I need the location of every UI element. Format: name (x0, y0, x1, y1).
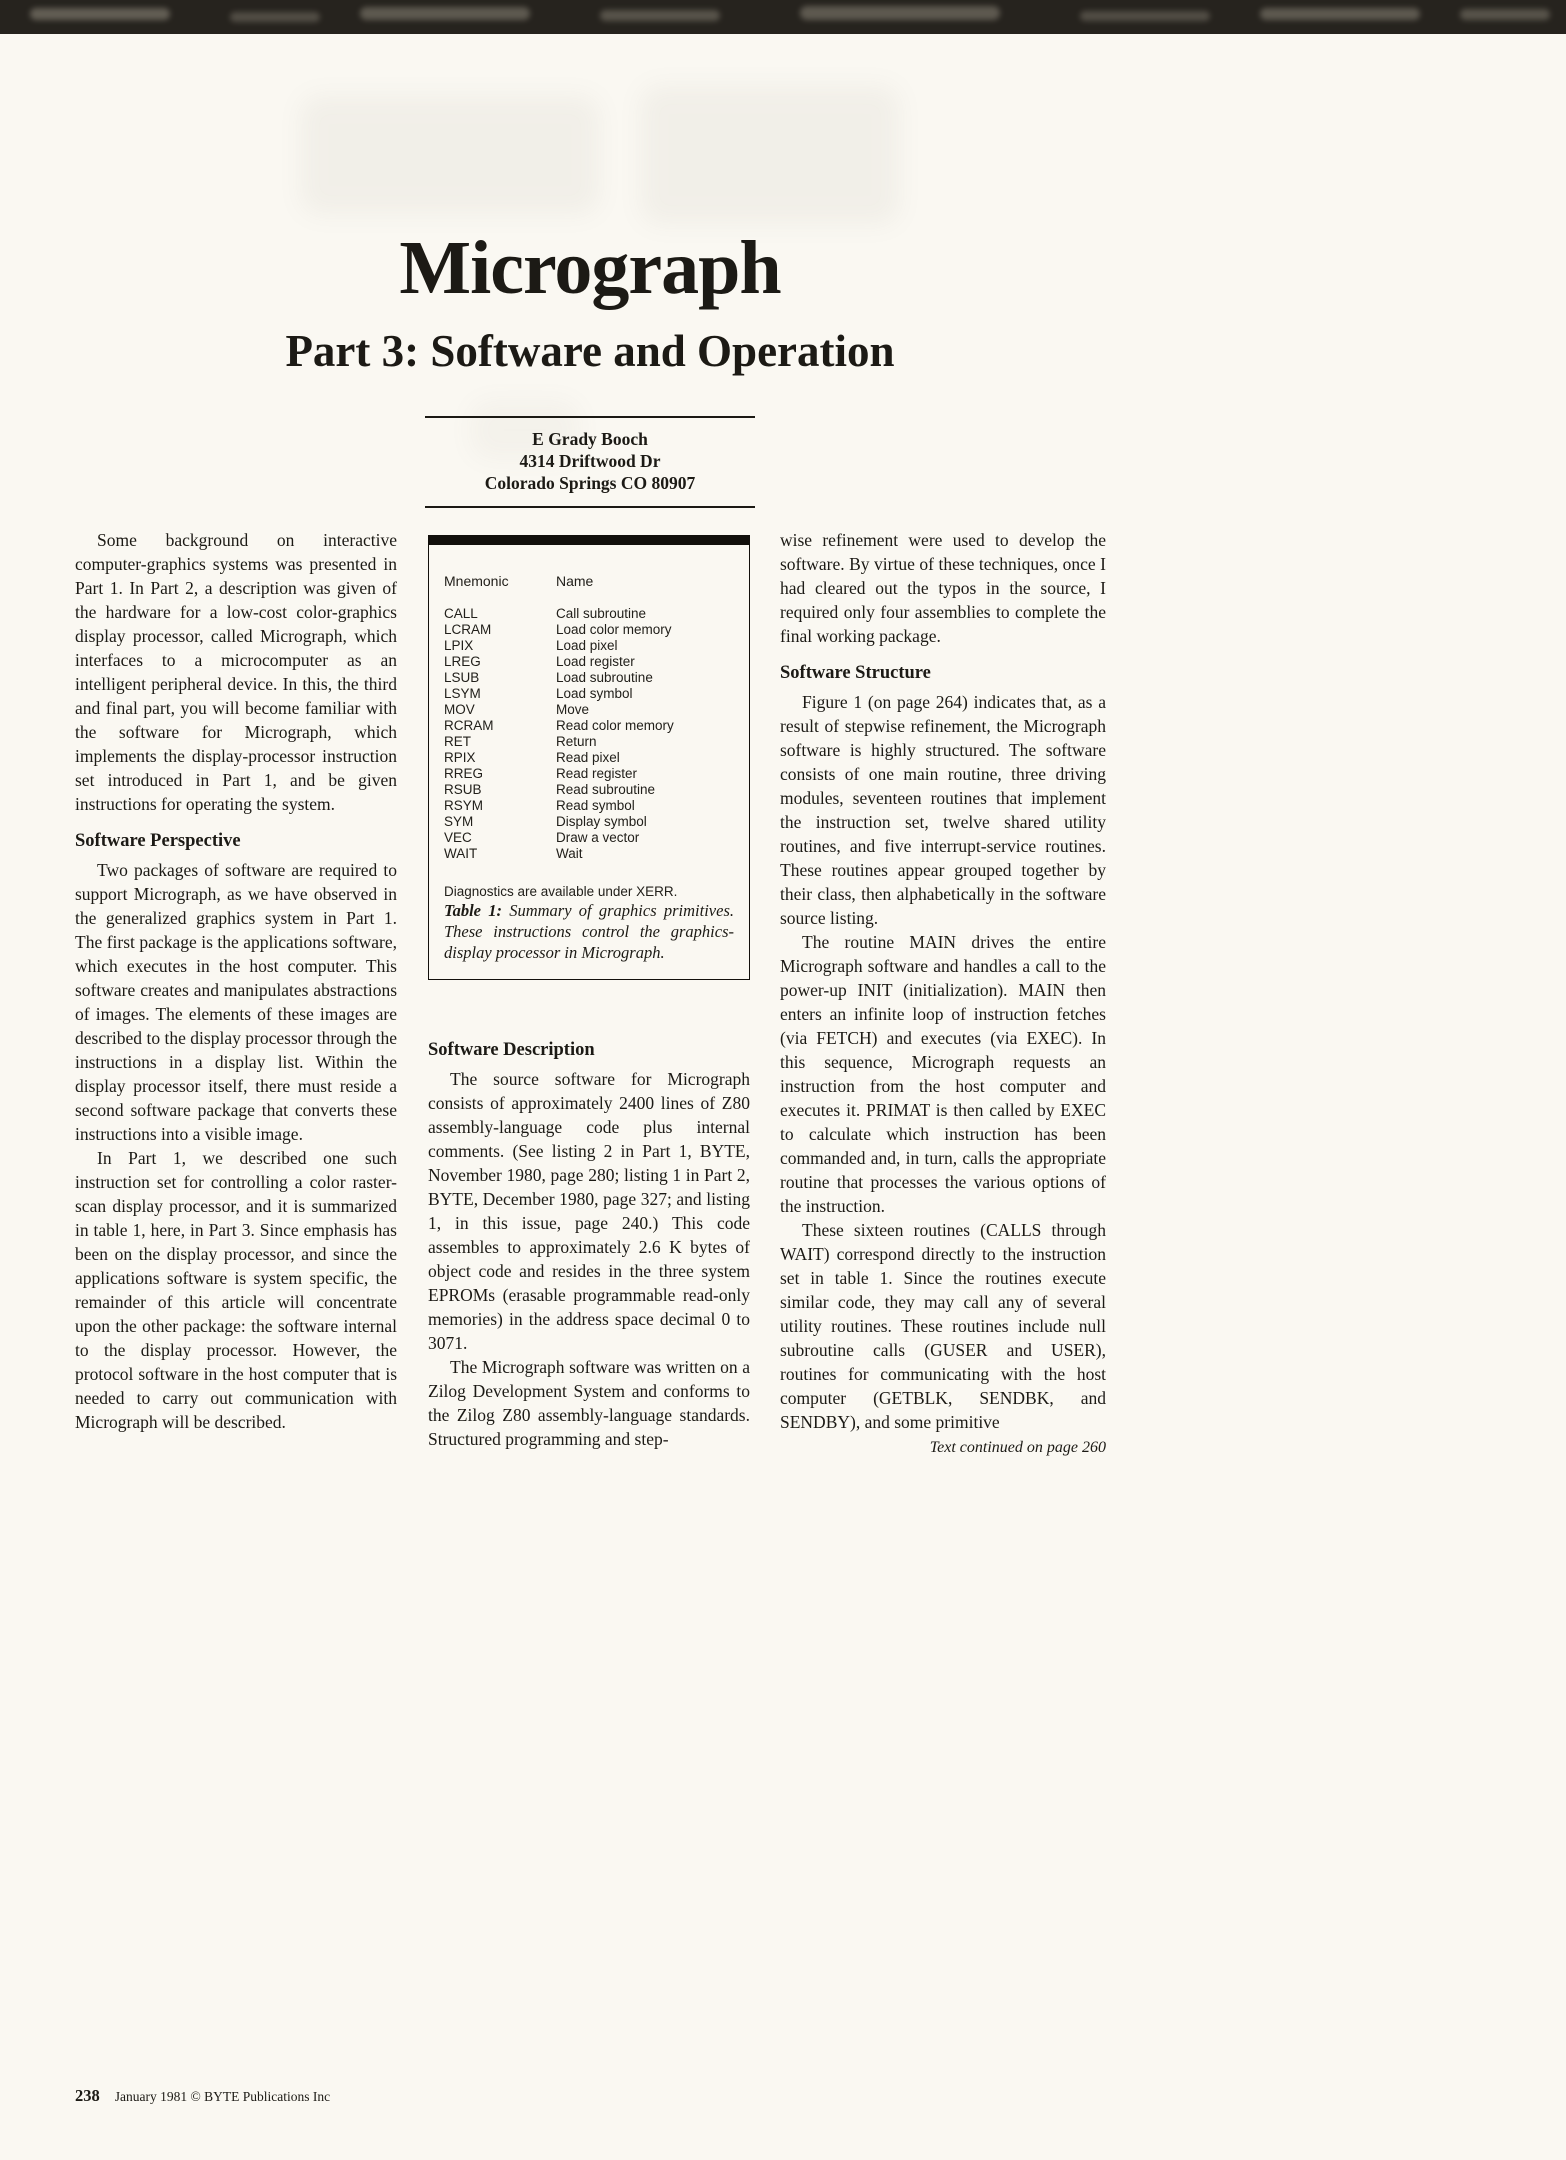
table-header-row (444, 573, 734, 589)
table-header-mnemonic: Mnemonic (444, 573, 509, 589)
table-rows (444, 606, 734, 862)
table-row (444, 638, 734, 654)
author-address-line2: Colorado Springs CO 80907 (484, 473, 696, 493)
name-cell: Display symbol (556, 814, 647, 829)
column-middle (428, 528, 750, 1451)
mnemonic-cell: CALL (444, 606, 478, 621)
article-title: Micrograph (399, 226, 781, 310)
author-name: E Grady Booch (532, 429, 648, 449)
mnemonic-cell: LSUB (444, 670, 480, 685)
paragraph: Some background on interactive computer-graphics systems was presented in Part 1. In Part 2, a description was given of the hardware for a low-cost color-graphics display processor, called Micrograph, which interfaces to a microcomputer as an intelligent peripheral device. In this, the third and final part, you will become familiar with the software for Micrograph, which implements the display-processor instruction set introduced in Part 1, and be given instructions for operating the system. (75, 530, 397, 814)
name-cell: Load symbol (556, 686, 633, 701)
section-heading-software-structure: Software Structure (780, 663, 931, 683)
mnemonic-cell: WAIT (444, 846, 478, 861)
mnemonic-cell: RCRAM (444, 718, 494, 733)
mnemonic-cell: RET (444, 734, 471, 749)
table-row (444, 830, 734, 846)
section-heading-software-description: Software Description (428, 1040, 595, 1060)
paragraph: The Micrograph software was written on a Zilog Development System and conforms to the Zilog Z80 assembly-language standards. Structured programming and step- (428, 1357, 750, 1449)
paragraph: The routine MAIN drives the entire Micrograph software and handles a call to the power-up INIT (initialization). MAIN then enters an infinite loop of instruction fetches (via FETCH) and executes (via EXEC). In this sequence, Micrograph requests an instruction from the host computer and executes it. PRIMAT is then called by EXEC to calculate which instruction has been commanded and, in turn, calls the appropriate routine that processes the various options of the instruction. (780, 932, 1106, 1216)
name-cell: Move (556, 702, 590, 717)
mnemonic-cell: LPIX (444, 638, 474, 653)
page-footer (75, 2086, 330, 2106)
paragraph: wise refinement were used to develop the software. By virtue of these techniques, once I had cleared out the typos in the source, I required only four assemblies to complete the final working package. (780, 530, 1106, 646)
table-row (444, 654, 734, 670)
table-row (444, 606, 734, 622)
paragraph: Figure 1 (on page 264) indicates that, as a result of stepwise refinement, the Micrograph software is highly structured. The software consists of one main routine, three driving modules, seventeen routines that implement the instruction set, twelve shared utility routines, and five interrupt-service routines. These routines appear grouped together by their class, then alphabetically in the software source listing. (780, 692, 1106, 928)
name-cell: Wait (556, 846, 583, 861)
name-cell: Call subroutine (556, 606, 647, 621)
table-header-name: Name (556, 573, 594, 589)
continuation-note: Text continued on page 260 (929, 1439, 1106, 1456)
mnemonic-cell: LREG (444, 654, 481, 669)
mnemonic-cell: RSUB (444, 782, 482, 797)
table-caption-text: Summary of graphics primitives. These instructions control the graphics-display processor in Micrograph. (444, 901, 734, 962)
paragraph: In Part 1, we described one such instruction set for controlling a color raster-scan display processor, and it is summarized in table 1, here, in Part 3. Since emphasis has been on the display processor, and since the applications software is system specific, the remainder of this article will concentrate upon the other package: the software internal to the display processor. However, the protocol software in the host computer that is needed to carry out communication with Micrograph will be described. (75, 1148, 397, 1432)
name-cell: Read subroutine (556, 782, 656, 797)
name-cell: Read pixel (556, 750, 620, 765)
paragraph: These sixteen routines (CALLS through WAIT) correspond directly to the instruction set in table 1. Since the routines execute similar code, they may call any of several utility routines. These routines include null subroutine calls (GUSER and USER), routines for communicating with the host computer (GETBLK, SENDBK, and SENDBY), and some primitive (780, 1220, 1106, 1432)
mnemonic-cell: RPIX (444, 750, 476, 765)
table-row (444, 782, 734, 798)
table-note: Diagnostics are available under XERR. (444, 884, 678, 899)
author-block (425, 416, 755, 508)
table-row (444, 670, 734, 686)
page-number: 238 (75, 2086, 100, 2105)
name-cell: Read color memory (556, 718, 674, 733)
name-cell: Read symbol (556, 798, 635, 813)
name-cell: Draw a vector (556, 830, 640, 845)
footer-credit: January 1981 © BYTE Publications Inc (114, 2089, 331, 2104)
table-row (444, 846, 734, 862)
name-cell: Load subroutine (556, 670, 653, 685)
mnemonic-cell: LSYM (444, 686, 481, 701)
column-right (780, 528, 1106, 1460)
mnemonic-cell: RSYM (444, 798, 484, 813)
table-caption-label: Table 1: (444, 901, 502, 920)
paragraph: The source software for Micrograph consists of approximately 2400 lines of Z80 assembly-language code plus internal comments. (See listing 2 in Part 1, BYTE, November 1980, page 280; listing 1 in Part 2, BYTE, December 1980, page 327; and listing 1, in this issue, page 240.) This code assembles to approximately 2.6 K bytes of object code and resides in the three system EPROMs (erasable programmable read-only memories) in the address space decimal 0 to 3071. (428, 1069, 750, 1353)
name-cell: Load pixel (556, 638, 618, 653)
scan-smudge (1260, 8, 1420, 20)
paragraph: Two packages of software are required to support Micrograph, as we have observed in the generalized graphics system in Part 1. The first package is the applications software, which executes in the host computer. This software creates and manipulates abstractions of images. The elements of these images are described to the display processor through the instructions in a display list. Within the display processor itself, there must reside a second software package that converts these instructions into a visible image. (75, 860, 397, 1144)
name-cell: Load register (556, 654, 635, 669)
table-row (444, 702, 734, 718)
table1-box (428, 535, 750, 980)
table-row (444, 814, 734, 830)
mnemonic-cell: VEC (444, 830, 472, 845)
mnemonic-cell: LCRAM (444, 622, 492, 637)
table-row (444, 734, 734, 750)
table-row (444, 766, 734, 782)
section-heading-software-perspective: Software Perspective (75, 831, 241, 851)
mnemonic-cell: MOV (444, 702, 475, 717)
name-cell: Load color memory (556, 622, 672, 637)
table1 (444, 573, 734, 900)
table-row (444, 798, 734, 814)
name-cell: Return (556, 734, 597, 749)
column-left (75, 528, 397, 1434)
author-address-line1: 4314 Driftwood Dr (519, 451, 661, 471)
mnemonic-cell: RREG (444, 766, 484, 781)
table-row (444, 686, 734, 702)
table-caption (444, 900, 734, 963)
mnemonic-cell: SYM (444, 814, 474, 829)
article-header (75, 0, 1105, 508)
table-row (444, 750, 734, 766)
table-row (444, 718, 734, 734)
table-row (444, 622, 734, 638)
scan-smudge (1460, 9, 1550, 20)
name-cell: Read register (556, 766, 638, 781)
article-subtitle: Part 3: Software and Operation (285, 326, 895, 376)
